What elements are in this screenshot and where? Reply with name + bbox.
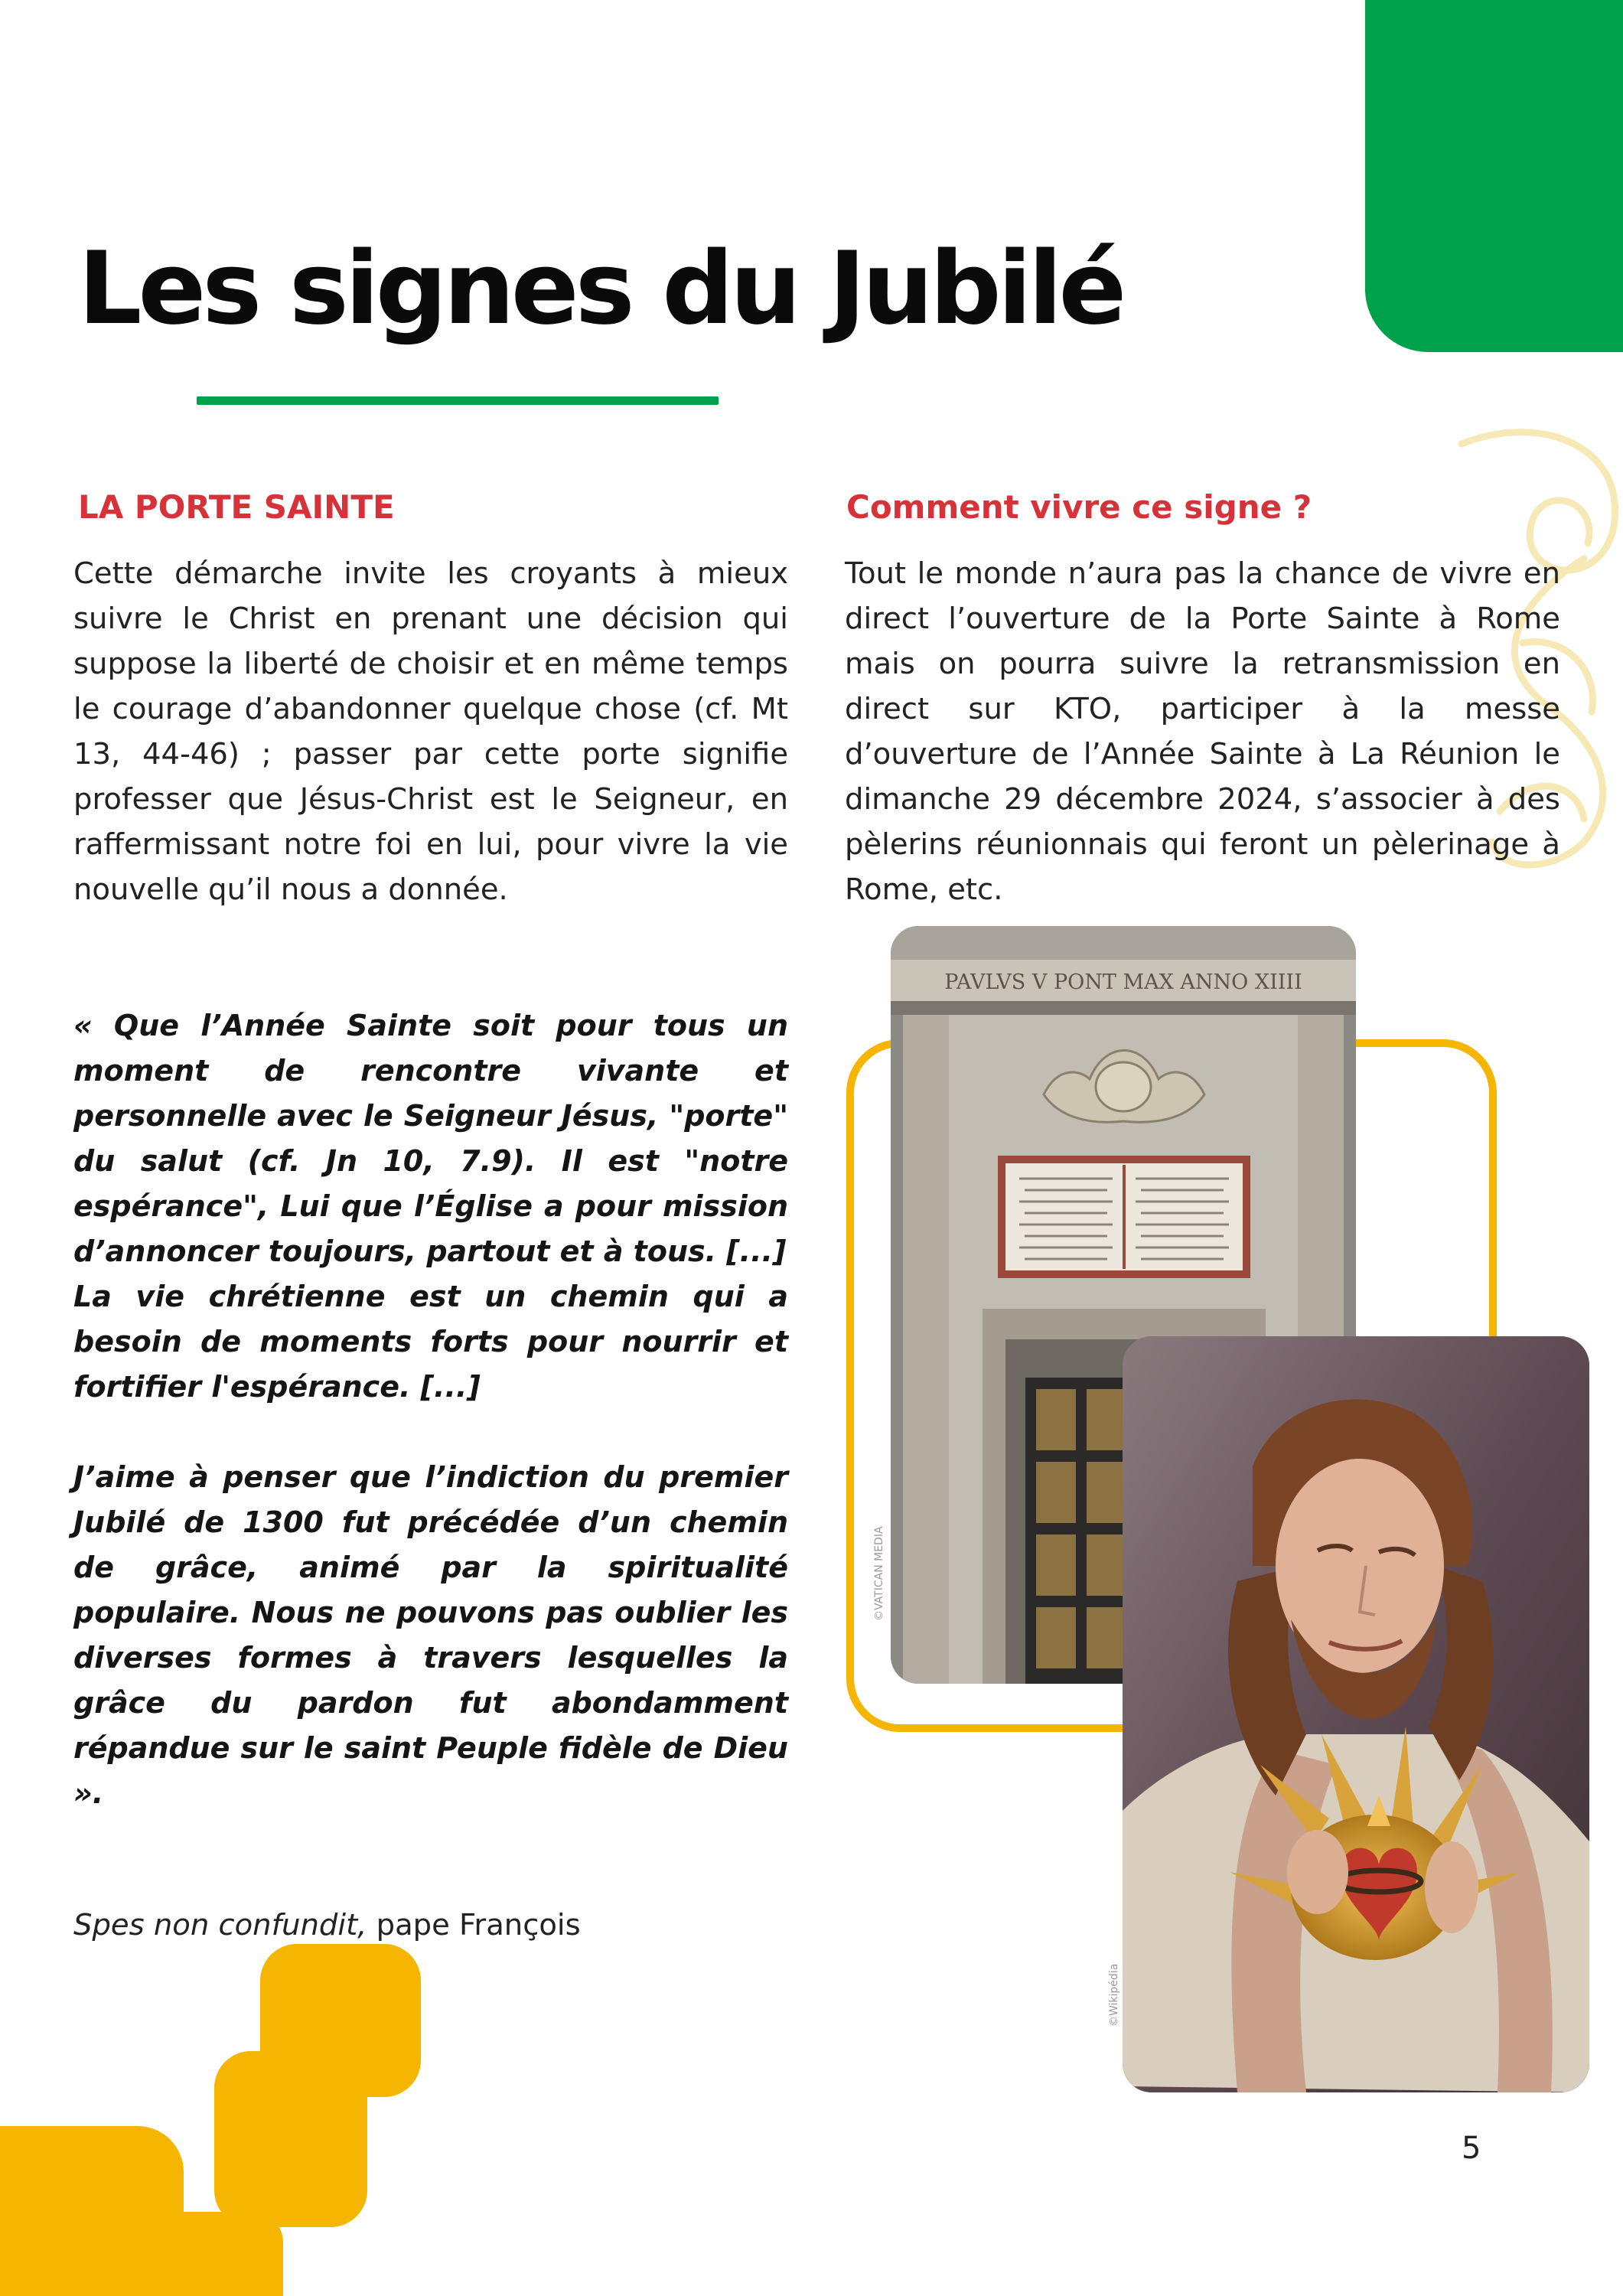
section-heading-porte-sainte: LA PORTE SAINTE xyxy=(78,488,395,526)
green-corner-decoration xyxy=(1365,0,1623,352)
attribution-author: pape François xyxy=(367,1908,581,1942)
section-heading-comment-vivre: Comment vivre ce signe ? xyxy=(846,488,1312,526)
page-number: 5 xyxy=(1462,2131,1481,2166)
page-title: Les signes du Jubilé xyxy=(78,230,1123,347)
papal-quote xyxy=(73,1003,788,1816)
title-underline xyxy=(197,396,719,405)
quote-paragraph-3: J’aime à penser que l’indiction du premier Jubilé de 1300 fut précédée d’un chemin de grâce, animé par la spiritualité populaire. Nous ne pouvons pas oublier les diverses formes à travers lesquelles la grâce du pardon fut abondamment répandue sur le saint Peuple fidèle de Dieu ». xyxy=(73,1460,788,1810)
porte-sainte-paragraph: Cette démarche invite les croyants à mieux suivre le Christ en prenant une décision qui suppose la liberté de choisir et en même temps le courage d’abandonner quelque chose (cf. Mt 13, 44-46) ; passer par cette porte signifie professer que Jésus-Christ est le Seigneur, en raffermissant notre foi en lui, pour vivre la vie nouvelle qu’il nous a donnée. xyxy=(73,556,788,907)
door-photo-credit: ©VATICAN MEDIA xyxy=(873,1526,885,1621)
sacred-heart-statue-photo xyxy=(1123,1336,1589,2092)
comment-vivre-paragraph: Tout le monde n’aura pas la chance de vivre en direct l’ouverture de la Porte Sainte à Rome mais on pourra suivre la retransmission en direct sur KTO, participer à la messe d’ouverture de l’Année Sainte à La Réunion le dimanche 29 décembre 2024, s’associer à des pèlerins réunionnais qui feront un pèlerinage à Rome, etc. xyxy=(845,556,1560,907)
door-inscription: PAVLVS V PONT MAX ANNO XIIII xyxy=(944,970,1302,994)
jesus-photo-credit: ©Wikipédia xyxy=(1108,1963,1120,2027)
yellow-blocks-decoration xyxy=(0,1936,429,2296)
quote-paragraph-1: « Que l’Année Sainte soit pour tous un moment de rencontre vivante et personnelle avec le Seigneur Jésus, "porte" du salut (cf. Jn 10, 7.9). Il est "notre espérance", Lui que l’Église a pour mission d’annoncer toujours, partout et à tous. [...] xyxy=(73,1009,788,1268)
quote-paragraph-2: La vie chrétienne est un chemin qui a besoin de moments forts pour nourrir et fortifier l'espérance. [...] xyxy=(73,1280,788,1404)
attribution-title: Spes non confundit, xyxy=(73,1908,367,1942)
